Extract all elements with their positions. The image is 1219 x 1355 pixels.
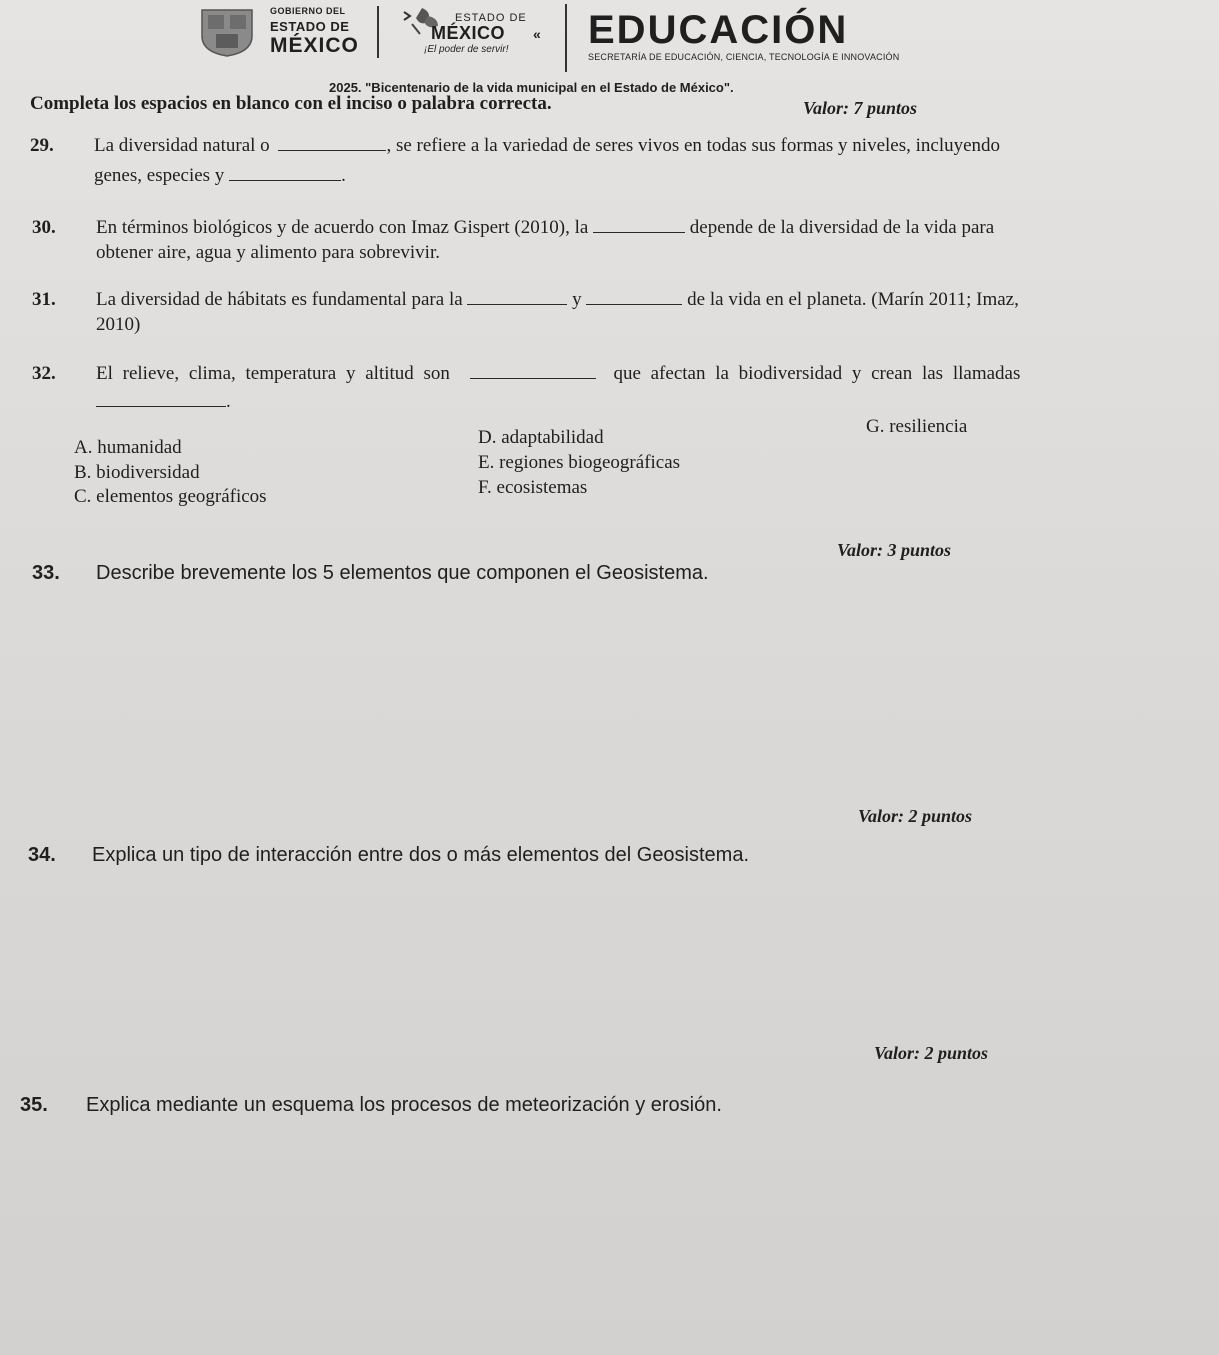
question-text: La diversidad de hábitats es fundamental para la <box>96 289 463 311</box>
bicentenary-line: 2025. "Bicentenario de la vida municipal en el Estado de México". <box>329 80 734 95</box>
question-number: 32. <box>32 363 56 385</box>
question-number: 33. <box>32 562 60 584</box>
question-text: , se refiere a la variedad de seres vivos en todas sus formas y niveles, incluyendo <box>386 135 1001 157</box>
option-e: E. regiones biogeográficas <box>478 452 681 473</box>
question-text: de la vida en el planeta. (Marín 2011; Imaz, <box>687 289 1019 311</box>
question-33 <box>32 562 709 585</box>
question-number: 35. <box>20 1094 48 1116</box>
question-text: Explica mediante un esquema los procesos de meteorización y erosión. <box>86 1094 722 1116</box>
answer-blank[interactable] <box>593 214 685 233</box>
option-a: A. humanidad <box>74 437 182 458</box>
option-f: F. ecosistemas <box>478 477 588 498</box>
header-divider-2 <box>565 4 567 72</box>
answer-blank[interactable] <box>470 360 596 379</box>
question-text: . <box>226 391 231 413</box>
question-text: que afectan la biodiversidad y crean las llamadas <box>613 363 1021 385</box>
question-text: . <box>341 165 346 187</box>
question-32-line2 <box>96 388 231 413</box>
education-subtitle: SECRETARÍA DE EDUCACIÓN, CIENCIA, TECNOLOGÍA E INNOVACIÓN <box>588 52 900 62</box>
question-text: Explica un tipo de interacción entre dos o más elementos del Geosistema. <box>92 844 750 866</box>
question-text: genes, especies y <box>94 165 225 187</box>
answer-blank[interactable] <box>229 162 341 181</box>
state-slogan: ¡El poder de servir! <box>424 44 509 55</box>
header-divider <box>377 6 379 58</box>
question-34-value: Valor: 2 puntos <box>858 806 973 826</box>
option-c: C. elementos geográficos <box>74 486 267 507</box>
question-text: y <box>572 289 582 311</box>
question-29-line1 <box>30 132 1000 157</box>
question-31-line1 <box>32 286 1019 311</box>
answer-blank[interactable] <box>278 132 386 151</box>
state-small-label: ESTADO DE <box>455 12 527 24</box>
question-35 <box>20 1094 722 1117</box>
question-31-line2: 2010) <box>96 314 141 335</box>
answer-blank[interactable] <box>586 286 682 305</box>
answer-blank[interactable] <box>467 286 567 305</box>
question-number: 30. <box>32 217 56 239</box>
question-29-line2 <box>94 162 346 187</box>
option-g: G. resiliencia <box>866 416 968 437</box>
gov-line3: MÉXICO <box>270 34 359 57</box>
estado-de-mexico-shield-icon <box>198 6 256 58</box>
question-number: 29. <box>30 135 54 157</box>
state-big-label: MÉXICO <box>431 23 506 43</box>
question-number: 31. <box>32 289 56 311</box>
question-34 <box>28 844 749 867</box>
chevron-mark-icon: « <box>533 26 541 42</box>
question-30-line2: obtener aire, agua y alimento para sobrevivir. <box>96 242 440 263</box>
education-title: EDUCACIÓN <box>588 8 849 52</box>
question-text: depende de la diversidad de la vida para <box>689 217 995 239</box>
section-instruction: Completa los espacios en blanco con el inciso o palabra correcta. <box>30 93 552 114</box>
question-32-line1 <box>32 360 1020 385</box>
gov-line2: ESTADO DE <box>270 19 350 34</box>
gov-line1: GOBIERNO DEL <box>270 6 346 16</box>
question-text: Describe brevemente los 5 elementos que componen el Geosistema. <box>96 562 709 584</box>
question-text: El relieve, clima, temperatura y altitud son <box>96 363 450 385</box>
option-d: D. adaptabilidad <box>478 427 604 448</box>
question-30-line1 <box>32 214 994 239</box>
answer-blank[interactable] <box>96 388 226 407</box>
option-b: B. biodiversidad <box>74 462 200 483</box>
question-35-value: Valor: 2 puntos <box>874 1043 989 1063</box>
section-value: Valor: 7 puntos <box>803 98 918 118</box>
question-text: En términos biológicos y de acuerdo con Imaz Gispert (2010), la <box>96 217 589 239</box>
question-text: La diversidad natural o <box>94 135 270 157</box>
question-number: 34. <box>28 844 56 866</box>
question-33-value: Valor: 3 puntos <box>837 540 952 560</box>
